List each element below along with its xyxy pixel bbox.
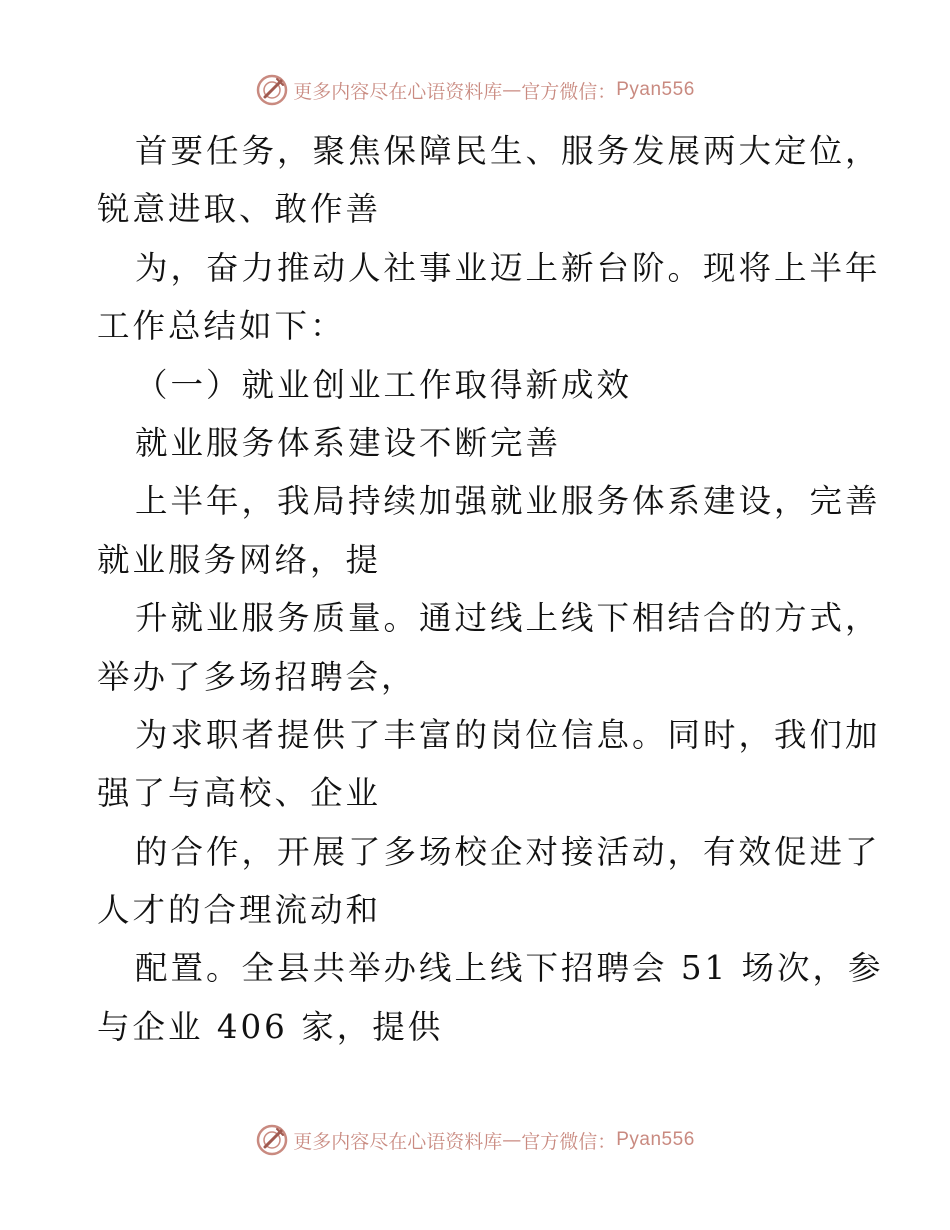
watermark-label: 官方微信：	[521, 80, 617, 103]
text-line: 上半年，我局持续加强就业服务体系建设，完善	[135, 482, 881, 521]
text-line: 配置。全县共举办线上线下招聘会 51 场次，参	[135, 949, 884, 988]
text-line: 举办了多场招聘会，	[97, 657, 417, 696]
text-line: 的合作，开展了多场校企对接活动，有效促进了	[135, 832, 881, 871]
stamp-seal-icon	[255, 1123, 289, 1157]
watermark-label: 官方微信：	[521, 1130, 617, 1153]
text-line: 升就业服务质量。通过线上线下相结合的方式，	[135, 599, 881, 638]
section-heading: （一）就业创业工作取得新成效	[135, 365, 633, 404]
footer-watermark	[0, 1120, 950, 1160]
text-line: 人才的合理流动和	[97, 891, 382, 930]
header-watermark	[0, 70, 950, 110]
text-line: 与企业 406 家，提供	[97, 1007, 444, 1046]
document-body	[97, 122, 884, 1056]
text-line: 首要任务，聚焦保障民生、服务发展两大定位，	[135, 132, 881, 170]
text-line: 锐意进取、敢作善	[97, 190, 382, 229]
watermark-wechat-id: Pyan556	[616, 1129, 695, 1150]
watermark-wechat-id: Pyan556	[616, 79, 695, 100]
watermark-brand: 更多内容尽在心语资料库	[293, 1130, 503, 1153]
text-line: 工作总结如下：	[97, 307, 346, 346]
text-line: 为求职者提供了丰富的岗位信息。同时，我们加	[135, 715, 881, 754]
text-line: 就业服务网络，提	[97, 540, 382, 579]
watermark-separator: —	[502, 1129, 522, 1151]
text-line: 为，奋力推动人社事业迈上新台阶。现将上半年	[135, 248, 881, 287]
subsection-heading: 就业服务体系建设不断完善	[135, 423, 562, 462]
stamp-seal-icon	[255, 73, 289, 107]
watermark-separator: —	[502, 79, 522, 101]
watermark-brand: 更多内容尽在心语资料库	[293, 80, 503, 103]
text-line: 强了与高校、企业	[97, 774, 382, 813]
